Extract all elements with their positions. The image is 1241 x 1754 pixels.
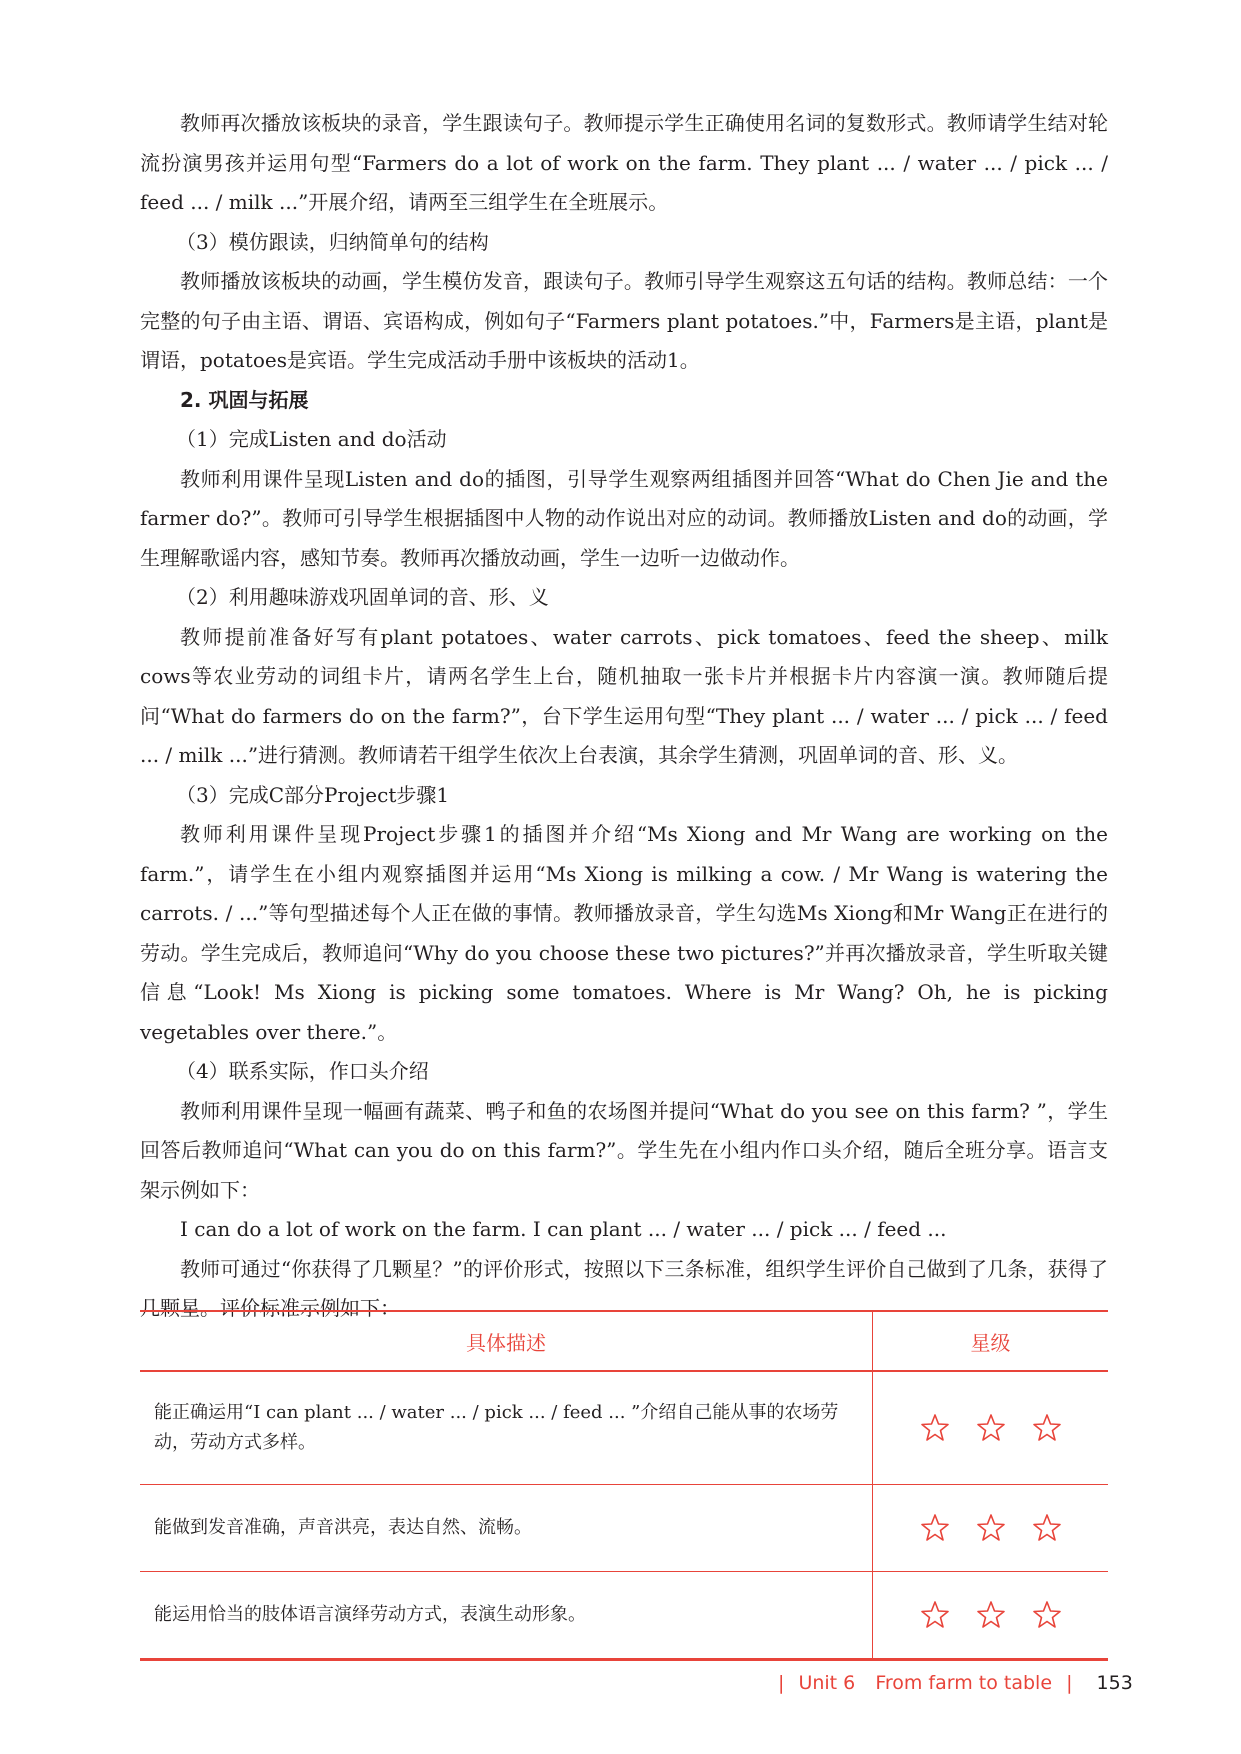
star-outline-icon[interactable] <box>976 1513 1006 1543</box>
evaluation-table <box>140 1310 1108 1661</box>
example-sentence: I can do a lot of work on the farm. I can plant ... / water ... / pick ... / feed ... <box>180 1217 947 1241</box>
subheading: （2）利用趣味游戏巩固单词的音、形、义 <box>176 585 549 609</box>
star-outline-icon[interactable] <box>1032 1600 1062 1630</box>
header-stars: 星级 <box>873 1311 1109 1371</box>
paragraph: 教师播放该板块的动画，学生模仿发音，跟读句子。教师引导学生观察这五句话的结构。教师总结：一个完整的句子由主语、谓语、宾语构成，例如句子“Farmers plant potatoes.”中，Farmers是主语，plant是谓语，potatoes是宾语。学生完成活动手册中该板块的活动1。 <box>140 269 1108 372</box>
page-number: 153 <box>1096 1672 1133 1694</box>
star-rating <box>873 1572 1109 1660</box>
star-outline-icon[interactable] <box>920 1413 950 1443</box>
paragraph: 教师可通过“你获得了几颗星？”的评价形式，按照以下三条标准，组织学生评价自己做到了几条，获得了几颗星。评价标准示例如下： <box>140 1256 1108 1320</box>
page-body <box>140 104 1108 1329</box>
page-footer <box>770 1672 1133 1694</box>
star-outline-icon[interactable] <box>976 1600 1006 1630</box>
footer-unit-title: From farm to table <box>875 1672 1053 1694</box>
section-heading: 2. 巩固与拓展 <box>180 387 309 412</box>
paragraph: 教师利用课件呈现Listen and do的插图，引导学生观察两组插图并回答“What do Chen Jie and the farmer do?”。教师可引导学生根据插图中人物的动作说出对应的动词。教师播放Listen and do的动画，学生理解歌谣内容，感知节奏。教师再次播放动画，学生一边听一边做动作。 <box>140 466 1108 570</box>
table-header-row <box>140 1311 1108 1371</box>
paragraph: 教师利用课件呈现Project步骤1的插图并介绍“Ms Xiong and Mr Wang are working on the farm.”，请学生在小组内观察插图并运用“Ms Xiong is milking a cow. / Mr Wang is watering the carrots. / ...”等句型描述每个人正在做的事情。教师播放录音，学生勾选Ms Xiong和Mr Wang正在进行的劳动。学生完成后，教师追问“Why do you choose these two pictures?”并再次播放录音，学生听取关键信息“Look! Ms Xiong is picking some tomatoes. Where is Mr Wang? Oh, he is picking vegetables over there.”。 <box>140 822 1108 1044</box>
star-group <box>874 1513 1107 1543</box>
footer-divider: | <box>778 1672 785 1694</box>
table-row <box>140 1485 1108 1572</box>
star-group <box>874 1413 1107 1443</box>
star-group <box>874 1600 1107 1630</box>
subheading: （4）联系实际，作口头介绍 <box>176 1059 429 1083</box>
table-row <box>140 1371 1108 1485</box>
subheading: （1）完成Listen and do活动 <box>176 427 447 451</box>
star-outline-icon[interactable] <box>920 1513 950 1543</box>
paragraph: 教师再次播放该板块的录音，学生跟读句子。教师提示学生正确使用名词的复数形式。教师请学生结对轮流扮演男孩并运用句型“Farmers do a lot of work on the farm. They plant ... / water ... / pick ... / feed ... / milk ...”开展介绍，请两至三组学生在全班展示。 <box>140 111 1108 214</box>
criterion-text: 能做到发音准确，声音洪亮，表达自然、流畅。 <box>140 1485 873 1572</box>
star-outline-icon[interactable] <box>920 1600 950 1630</box>
footer-divider: | <box>1066 1672 1073 1694</box>
star-rating <box>873 1485 1109 1572</box>
subheading: （3）完成C部分Project步骤1 <box>176 782 450 807</box>
star-outline-icon[interactable] <box>1032 1413 1062 1443</box>
criterion-text: 能运用恰当的肢体语言演绎劳动方式，表演生动形象。 <box>140 1572 873 1660</box>
evaluation-table-wrapper <box>140 1310 1108 1661</box>
star-outline-icon[interactable] <box>976 1413 1006 1443</box>
subheading: （3）模仿跟读，归纳简单句的结构 <box>176 229 489 254</box>
paragraph: 教师提前准备好写有plant potatoes、water carrots、pick tomatoes、feed the sheep、milk cows等农业劳动的词组卡片，请两名学生上台，随机抽取一张卡片并根据卡片内容演一演。教师随后提问“What do farmers do on the farm?”，台下学生运用句型“They plant ... / water ... / pick ... / feed ... / milk ...”进行猜测。教师请若干组学生依次上台表演，其余学生猜测，巩固单词的音、形、义。 <box>140 624 1108 767</box>
paragraph: 教师利用课件呈现一幅画有蔬菜、鸭子和鱼的农场图并提问“What do you see on this farm? ”，学生回答后教师追问“What can you do on this farm?”。学生先在小组内作口头介绍，随后全班分享。语言支架示例如下： <box>140 1098 1108 1202</box>
star-rating <box>873 1371 1109 1485</box>
table-row <box>140 1572 1108 1660</box>
header-description: 具体描述 <box>140 1311 873 1371</box>
star-outline-icon[interactable] <box>1032 1513 1062 1543</box>
criterion-text: 能正确运用“I can plant ... / water ... / pick ... / feed ... ”介绍自己能从事的农场劳动，劳动方式多样。 <box>140 1371 873 1485</box>
footer-unit: Unit 6 <box>798 1672 856 1694</box>
